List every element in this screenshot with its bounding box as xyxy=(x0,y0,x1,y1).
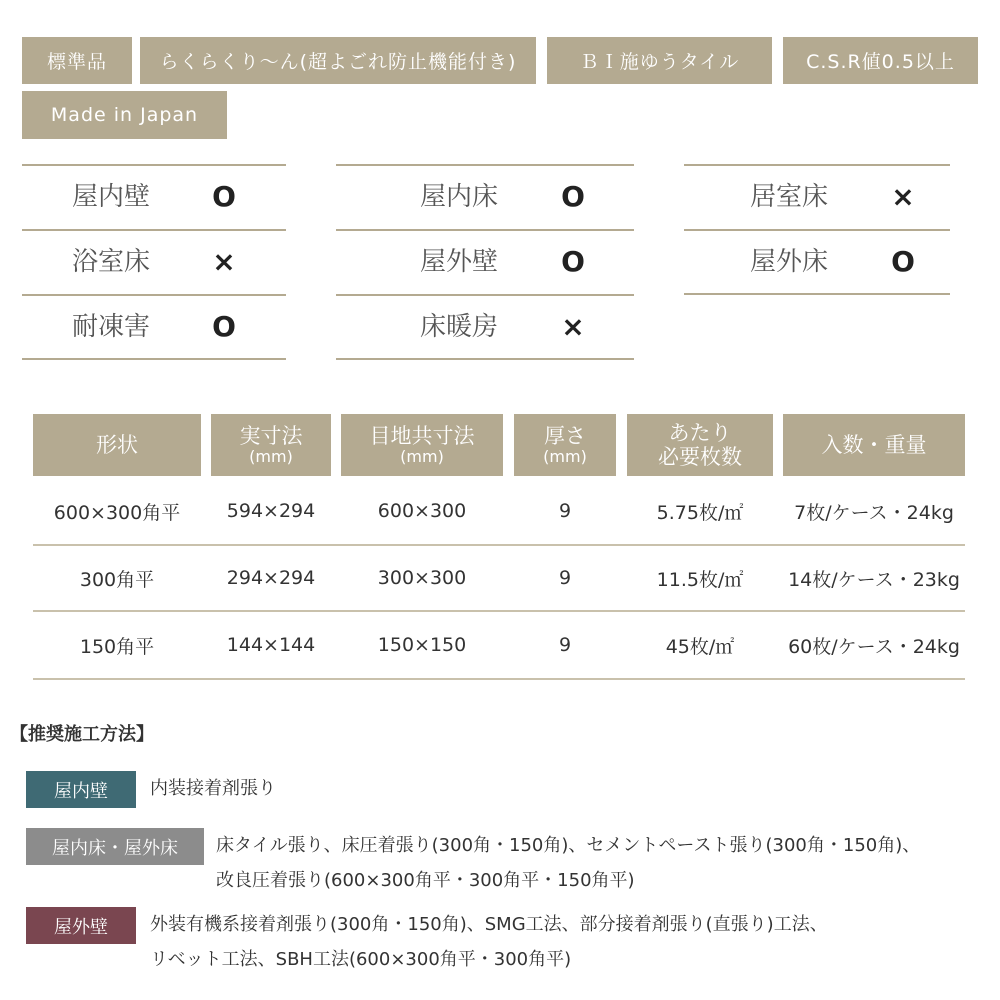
cell-thickness: 9 xyxy=(558,634,572,656)
usage-label: 居室床 xyxy=(749,182,828,212)
cell-actual-size: 294×294 xyxy=(226,567,316,589)
usage-label: 屋外壁 xyxy=(419,247,498,277)
usage-label: 屋外床 xyxy=(749,247,828,277)
cell-actual-size: 594×294 xyxy=(226,500,316,522)
tag-bi-glazed: ＢＩ施ゆうタイル xyxy=(547,37,772,84)
table-header-actual-size xyxy=(211,414,331,476)
usage-cell-outdoor-wall xyxy=(336,229,634,293)
cell-actual-size: 144×144 xyxy=(226,634,316,656)
method-text-outdoor-wall xyxy=(150,907,828,977)
header-sub: (mm) xyxy=(400,446,444,466)
cell-required-count: 11.5枚/㎡ xyxy=(656,568,744,591)
usage-cell-indoor-wall xyxy=(22,164,286,228)
tag-made-in-japan: Made in Japan xyxy=(22,91,227,139)
table-header-shape xyxy=(33,414,201,476)
method-label-outdoor-wall: 屋外壁 xyxy=(26,907,136,944)
header-main: 目地共寸法 xyxy=(369,423,475,448)
cell-quantity-weight: 60枚/ケース・24kg xyxy=(788,635,960,658)
usage-label: 屋内床 xyxy=(419,182,498,212)
method-label-indoor-outdoor-floor: 屋内床・屋外床 xyxy=(26,828,204,865)
method-text-indoor-outdoor-floor xyxy=(216,828,920,898)
table-row xyxy=(33,478,965,546)
cell-shape: 150角平 xyxy=(79,635,155,658)
usage-mark-icon: O xyxy=(561,180,585,213)
usage-mark-icon: O xyxy=(891,245,915,278)
usage-label: 浴室床 xyxy=(71,247,150,277)
cell-shape: 300角平 xyxy=(79,568,155,591)
table-row xyxy=(33,612,965,680)
usage-label: 耐凍害 xyxy=(71,312,150,342)
usage-mark-icon: × xyxy=(891,180,915,213)
cell-joint-size: 600×300 xyxy=(377,500,467,522)
header-main: あたり xyxy=(668,420,732,445)
cell-joint-size: 150×150 xyxy=(377,634,467,656)
usage-cell-frost-resistance xyxy=(22,294,286,360)
header-main: 厚さ xyxy=(544,423,586,448)
usage-cell-outdoor-floor xyxy=(684,229,950,295)
usage-cell-indoor-floor xyxy=(336,164,634,228)
usage-mark-icon: O xyxy=(212,310,236,343)
method-label-indoor-wall: 屋内壁 xyxy=(26,771,136,808)
cell-required-count: 5.75枚/㎡ xyxy=(656,501,744,524)
table-header-required-count xyxy=(627,414,773,476)
usage-mark-icon: × xyxy=(561,310,585,343)
usage-mark-icon: O xyxy=(561,245,585,278)
tag-csr: C.S.R値0.5以上 xyxy=(783,37,978,84)
tag-standard: 標準品 xyxy=(22,37,132,84)
table-header-thickness xyxy=(514,414,616,476)
method-line: 改良圧着張り(600×300角平・300角平・150角平) xyxy=(216,870,635,891)
header-sub: (mm) xyxy=(249,446,293,466)
usage-mark-icon: × xyxy=(212,245,236,278)
header-sub: 必要枚数 xyxy=(658,445,742,469)
cell-shape: 600×300角平 xyxy=(53,501,181,524)
header-sub: (mm) xyxy=(543,446,587,466)
usage-mark-icon: O xyxy=(212,180,236,213)
cell-quantity-weight: 7枚/ケース・24kg xyxy=(794,501,954,524)
method-text-indoor-wall xyxy=(150,771,276,806)
table-header-quantity-weight xyxy=(783,414,965,476)
table-header-joint-size xyxy=(341,414,503,476)
cell-thickness: 9 xyxy=(558,567,572,589)
table-row xyxy=(33,546,965,612)
cell-quantity-weight: 14枚/ケース・23kg xyxy=(788,568,960,591)
usage-cell-bath-floor xyxy=(22,229,286,293)
usage-cell-room-floor xyxy=(684,164,950,228)
tag-easy-clean: らくらくり〜ん(超よごれ防止機能付き) xyxy=(140,37,536,84)
cell-required-count: 45枚/㎡ xyxy=(665,635,735,658)
method-line: 内装接着剤張り xyxy=(150,778,276,799)
header-main: 形状 xyxy=(96,432,138,457)
method-line: 外装有機系接着剤張り(300角・150角)、SMG工法、部分接着剤張り(直張り)工法、 xyxy=(150,914,828,935)
method-line: リベット工法、SBH工法(600×300角平・300角平) xyxy=(150,949,572,970)
cell-thickness: 9 xyxy=(558,500,572,522)
cell-joint-size: 300×300 xyxy=(377,567,467,589)
methods-title: 【推奨施工方法】 xyxy=(10,724,154,745)
method-line: 床タイル張り、床圧着張り(300角・150角)、セメントペースト張り(300角・150角)、 xyxy=(216,835,921,856)
header-main: 入数・重量 xyxy=(821,432,927,457)
header-main: 実寸法 xyxy=(239,423,303,448)
usage-cell-floor-heating xyxy=(336,294,634,360)
usage-label: 屋内壁 xyxy=(71,182,150,212)
usage-label: 床暖房 xyxy=(419,312,498,342)
